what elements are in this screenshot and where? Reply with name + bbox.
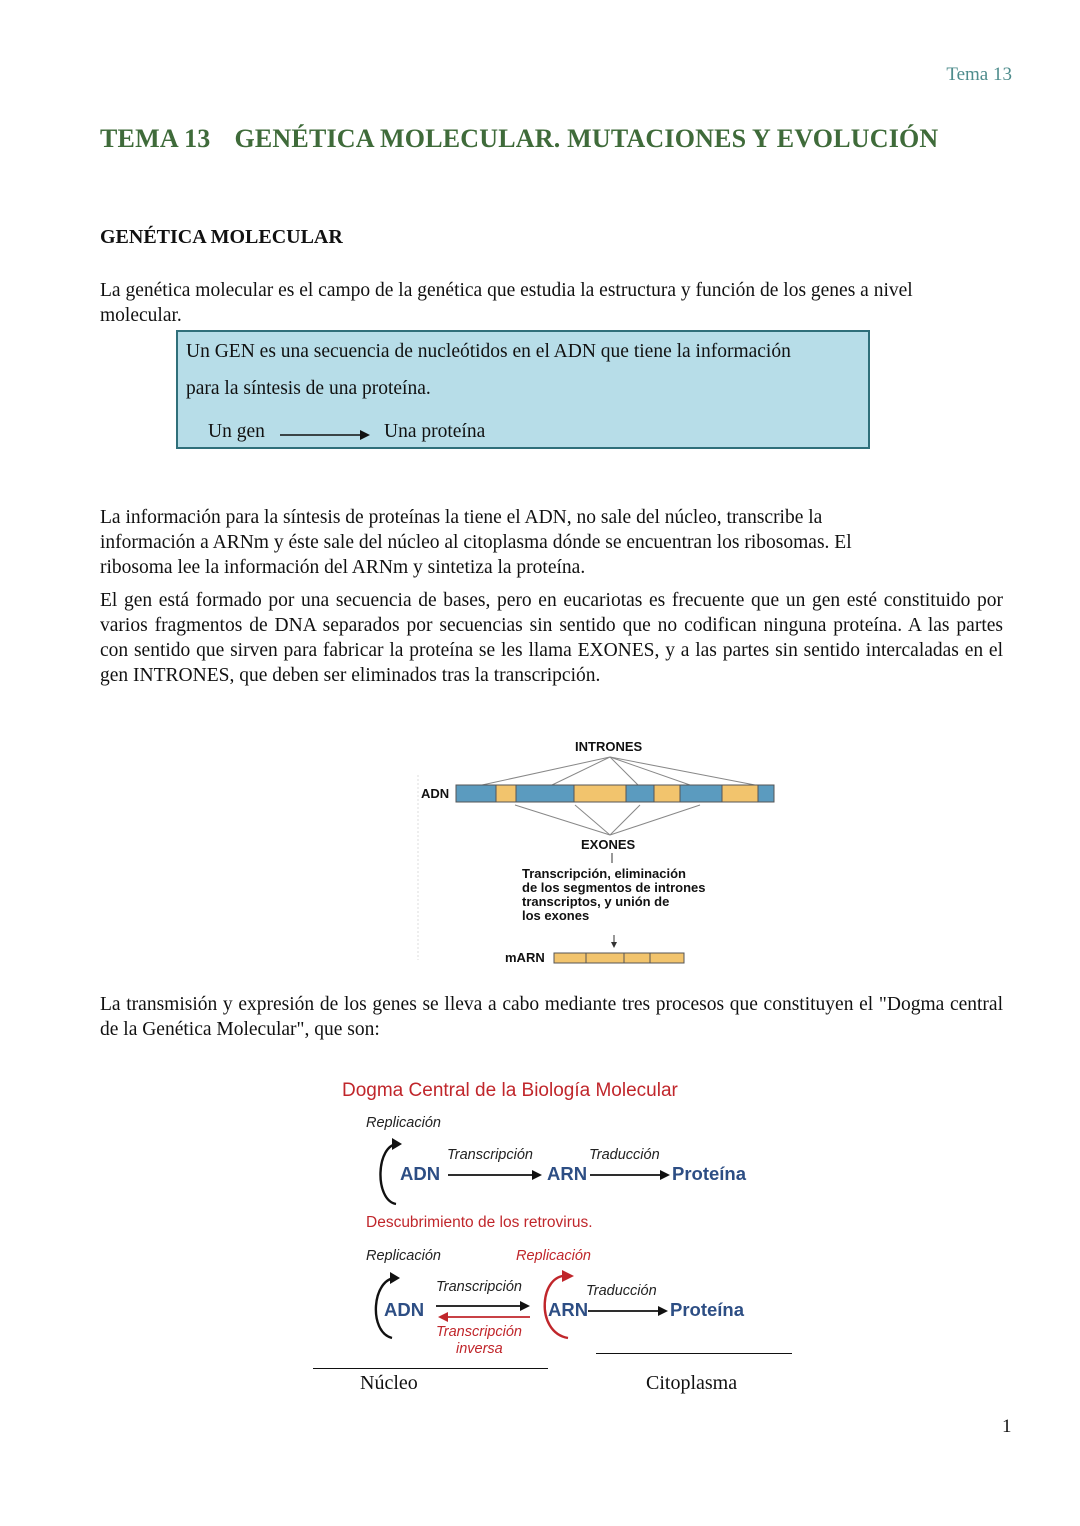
intron-segment xyxy=(496,785,516,802)
bottom-arn: ARN xyxy=(548,1299,589,1320)
title-text: GENÉTICA MOLECULAR. MUTACIONES Y EVOLUCIÓN xyxy=(234,124,939,153)
bottom-transcripcion-inversa-label-2: inversa xyxy=(456,1341,503,1357)
exon-segment xyxy=(680,785,722,802)
exon-connector-lines xyxy=(515,805,700,835)
top-proteina: Proteína xyxy=(672,1163,747,1184)
bottom-replicacion-arn-label: Replicación xyxy=(516,1248,591,1264)
exon-segment xyxy=(758,785,774,802)
info-line-2: información a ARNm y éste sale del núcleo al citoplasma dónde se encuentran los ribosomas. El xyxy=(100,532,852,553)
retrovirus-heading: Descubrimiento de los retrovirus. xyxy=(366,1214,593,1231)
gene-arrow-icon xyxy=(278,428,372,442)
citoplasma-label: Citoplasma xyxy=(646,1372,738,1394)
bottom-traduccion-label: Traducción xyxy=(586,1283,657,1299)
bottom-transcripcion-label: Transcripción xyxy=(436,1279,522,1295)
introns-label: INTRONES xyxy=(575,739,643,754)
adn-label: ADN xyxy=(421,786,450,801)
gene-box-to: Una proteína xyxy=(384,421,486,442)
adn-bar xyxy=(456,785,774,802)
marn-bar xyxy=(554,953,684,963)
gene-definition-box xyxy=(176,330,870,449)
page-title xyxy=(100,124,938,154)
gene-box-from: Un gen xyxy=(208,421,265,442)
section-heading: GENÉTICA MOLECULAR xyxy=(100,226,343,248)
info-line-1: La información para la síntesis de proteínas la tiene el ADN, no sale del núcleo, transcribe la xyxy=(100,507,823,528)
bottom-transcripcion-inversa-label-1: Transcripción xyxy=(436,1324,522,1340)
marn-label: mARN xyxy=(505,950,545,965)
note-line-2: de los segmentos de intrones xyxy=(522,880,706,895)
note-line-4: los exones xyxy=(522,908,590,923)
top-adn: ADN xyxy=(400,1163,441,1184)
bottom-transcription-arrows-icon xyxy=(434,1300,534,1324)
bottom-translation-arrow-icon xyxy=(588,1304,670,1318)
note-line-3: transcriptos, y unión de xyxy=(522,894,670,909)
top-translation-arrow-icon xyxy=(590,1168,672,1182)
note-line-1: Transcripción, eliminación xyxy=(522,866,686,881)
header-tema-tag: Tema 13 xyxy=(946,64,1012,85)
top-transcription-arrow-icon xyxy=(448,1168,544,1182)
exons-label: EXONES xyxy=(581,837,636,852)
top-replicacion-label: Replicación xyxy=(366,1115,441,1131)
dogma-title: Dogma Central de la Biología Molecular xyxy=(342,1080,678,1101)
bottom-adn: ADN xyxy=(384,1299,425,1320)
top-traduccion-label: Traducción xyxy=(589,1147,660,1163)
gene-box-line-1: Un GEN es una secuencia de nucleótidos en el ADN que tiene la información xyxy=(186,341,791,362)
bottom-proteina: Proteína xyxy=(670,1299,745,1320)
dogma-paragraph: La transmisión y expresión de los genes se lleva a cabo mediante tres procesos que constituyen el "Dogma central de la Genética Molecular", que son: xyxy=(100,994,1003,1040)
exon-segment xyxy=(516,785,574,802)
intro-paragraph xyxy=(100,278,1012,328)
exon-segment xyxy=(456,785,496,802)
intron-segment xyxy=(722,785,758,802)
introns-exons-figure xyxy=(410,735,790,970)
gene-structure-paragraph: El gen está formado por una secuencia de bases, pero en eucariotas es frecuente que un gen esté constituido por varios fragmentos de DNA separados por secuencias sin sentido que no codifican ninguna proteína. A las partes con sentido que sirven para fabricar la proteína se les llama EXONES, y a las partes sin sentido intercaladas en el gen INTRONES, que deben ser eliminados tras la transcripción. xyxy=(100,590,1003,686)
intro-line-1: La genética molecular es el campo de la genética que estudia la estructura y función de los genes a nivel xyxy=(100,280,913,301)
intro-line-2: molecular. xyxy=(100,305,182,326)
exon-segment xyxy=(626,785,654,802)
citoplasma-divider xyxy=(596,1353,792,1354)
intron-connector-lines xyxy=(482,757,755,785)
top-transcripcion-label: Transcripción xyxy=(447,1147,533,1163)
gene-box-line-2: para la síntesis de una proteína. xyxy=(186,378,431,399)
title-number: TEMA 13 xyxy=(100,124,211,153)
page-number: 1 xyxy=(1002,1416,1012,1437)
info-line-3: ribosoma lee la información del ARNm y sintetiza la proteína. xyxy=(100,557,586,578)
top-arn: ARN xyxy=(547,1163,588,1184)
transcription-note xyxy=(522,867,732,923)
bottom-replicacion-adn-label: Replicación xyxy=(366,1248,441,1264)
nucleo-label: Núcleo xyxy=(360,1372,418,1394)
intron-segment xyxy=(574,785,626,802)
intron-segment xyxy=(654,785,680,802)
info-paragraph xyxy=(100,505,1012,580)
nucleo-divider xyxy=(313,1368,548,1369)
